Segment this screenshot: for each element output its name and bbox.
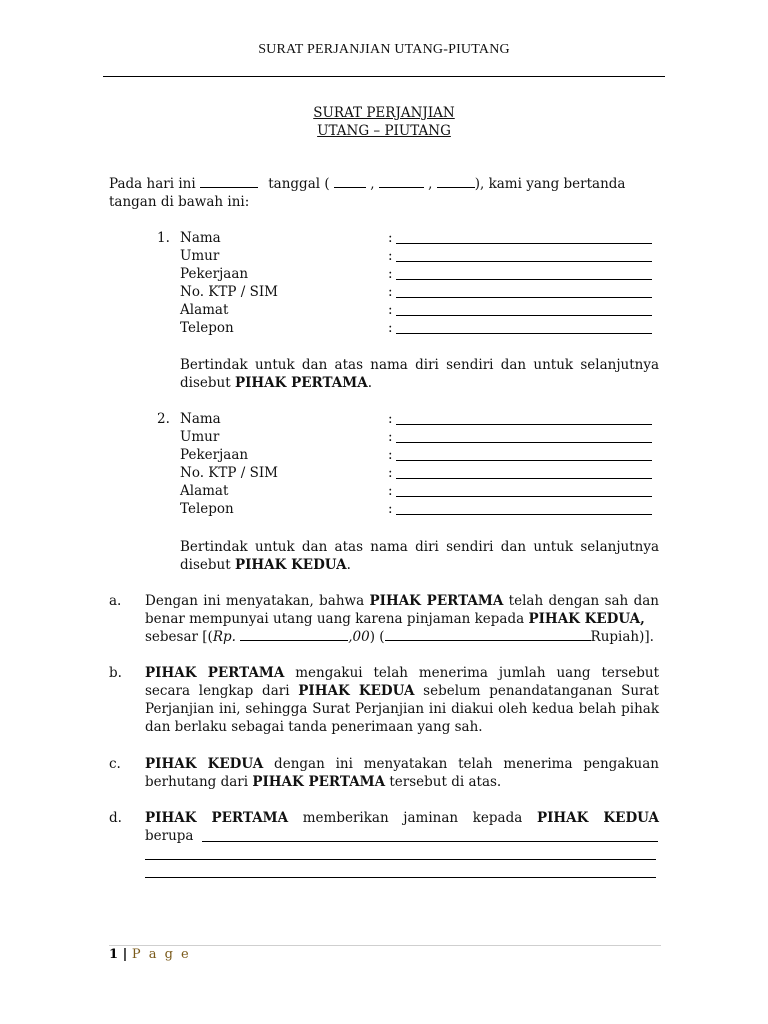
party1-field-colon: : bbox=[388, 320, 393, 336]
date-year-blank[interactable] bbox=[437, 175, 475, 188]
intro-line-2: tangan di bawah ini: bbox=[109, 194, 250, 210]
party2-field-colon: : bbox=[388, 483, 393, 499]
party2-field-label: Alamat bbox=[180, 483, 229, 499]
party1-field-blank[interactable] bbox=[396, 243, 652, 244]
clause-d-berupa: berupa bbox=[145, 828, 194, 844]
collateral-blank-2[interactable] bbox=[145, 859, 656, 860]
party1-field-label: Pekerjaan bbox=[180, 266, 249, 282]
party1-field-label: No. KTP / SIM bbox=[180, 284, 278, 300]
party1-field-label: Umur bbox=[180, 248, 220, 264]
party2-field-label: Nama bbox=[180, 411, 221, 427]
party2-number: 2. bbox=[157, 411, 170, 427]
clause-a-text: Dengan ini menyatakan, bahwa PIHAK PERTAMA telah dengan sah dan benar mempunyai utang uang karena pinjaman kepada PIHAK KEDUA, bbox=[145, 593, 659, 627]
amount-number-blank[interactable] bbox=[240, 628, 348, 641]
collateral-blank-1[interactable] bbox=[202, 841, 658, 842]
party1-field-blank[interactable] bbox=[396, 297, 652, 298]
page-header: SURAT PERJANJIAN UTANG-PIUTANG bbox=[258, 42, 510, 57]
footer-divider bbox=[109, 945, 661, 946]
party2-statement: Bertindak untuk dan atas nama diri sendiri dan untuk selanjutnya disebut PIHAK KEDUA. bbox=[180, 539, 659, 573]
clause-b-label: b. bbox=[109, 665, 122, 681]
party1-field-label: Alamat bbox=[180, 302, 229, 318]
page-footer: 1 | P a g e bbox=[109, 947, 191, 962]
party1-field-label: Telepon bbox=[180, 320, 234, 336]
party2-field-blank[interactable] bbox=[396, 460, 652, 461]
clause-a-amount-line: sebesar [(Rp. ,00) ( Rupiah)]. bbox=[145, 629, 654, 645]
page-number: 1 bbox=[109, 947, 119, 962]
clause-b-text: PIHAK PERTAMA mengakui telah menerima jumlah uang tersebut secara lengkap dari PIHAK KEDUA sebelum penandatanganan Surat Perjanjian ini, sehingga Surat Perjanjian ini diakui oleh kedua belah pihak dan berlaku sebagai tanda penerimaan yang sah. bbox=[145, 665, 659, 735]
party1-field-label: Nama bbox=[180, 230, 221, 246]
party2-field-colon: : bbox=[388, 411, 393, 427]
party1-statement: Bertindak untuk dan atas nama diri sendiri dan untuk selanjutnya disebut PIHAK PERTAMA. bbox=[180, 357, 659, 391]
day-blank[interactable] bbox=[200, 175, 258, 188]
party2-field-blank[interactable] bbox=[396, 442, 652, 443]
party1-field-blank[interactable] bbox=[396, 279, 652, 280]
party1-field-blank[interactable] bbox=[396, 333, 652, 334]
clause-d-label: d. bbox=[109, 810, 122, 826]
party1-field-colon: : bbox=[388, 302, 393, 318]
intro-line-1: Pada hari ini tanggal ( , , ), kami yang bertanda bbox=[109, 176, 626, 192]
party2-field-colon: : bbox=[388, 429, 393, 445]
party2-field-blank[interactable] bbox=[396, 496, 652, 497]
party1-field-blank[interactable] bbox=[396, 315, 652, 316]
party2-field-label: No. KTP / SIM bbox=[180, 465, 278, 481]
party1-field-colon: : bbox=[388, 248, 393, 264]
clause-c-label: c. bbox=[109, 756, 121, 772]
party2-field-blank[interactable] bbox=[396, 478, 652, 479]
date-month-blank[interactable] bbox=[379, 175, 424, 188]
party2-field-colon: : bbox=[388, 447, 393, 463]
party1-field-colon: : bbox=[388, 284, 393, 300]
page-word: P a g e bbox=[131, 947, 191, 962]
party2-field-label: Umur bbox=[180, 429, 220, 445]
document-title bbox=[0, 104, 768, 140]
party1-field-colon: : bbox=[388, 230, 393, 246]
clause-d-text: PIHAK PERTAMA memberikan jaminan kepada PIHAK KEDUA bbox=[145, 810, 659, 826]
party2-field-blank[interactable] bbox=[396, 514, 652, 515]
party1-field-blank[interactable] bbox=[396, 261, 652, 262]
clause-c-text: PIHAK KEDUA dengan ini menyatakan telah menerima pengakuan berhutang dari PIHAK PERTAMA tersebut di atas. bbox=[145, 756, 659, 790]
party2-field-label: Pekerjaan bbox=[180, 447, 249, 463]
header-divider bbox=[103, 76, 665, 77]
date-day-blank[interactable] bbox=[334, 175, 366, 188]
party1-field-colon: : bbox=[388, 266, 393, 282]
collateral-blank-3[interactable] bbox=[145, 877, 656, 878]
party2-field-label: Telepon bbox=[180, 501, 234, 517]
clause-a-label: a. bbox=[109, 593, 122, 609]
party2-field-colon: : bbox=[388, 465, 393, 481]
amount-words-blank[interactable] bbox=[385, 628, 591, 641]
document-title-line2: UTANG – PIUTANG bbox=[317, 123, 451, 139]
document-title-line1: SURAT PERJANJIAN bbox=[313, 105, 455, 121]
party1-number: 1. bbox=[157, 230, 170, 246]
party2-field-blank[interactable] bbox=[396, 424, 652, 425]
party2-field-colon: : bbox=[388, 501, 393, 517]
